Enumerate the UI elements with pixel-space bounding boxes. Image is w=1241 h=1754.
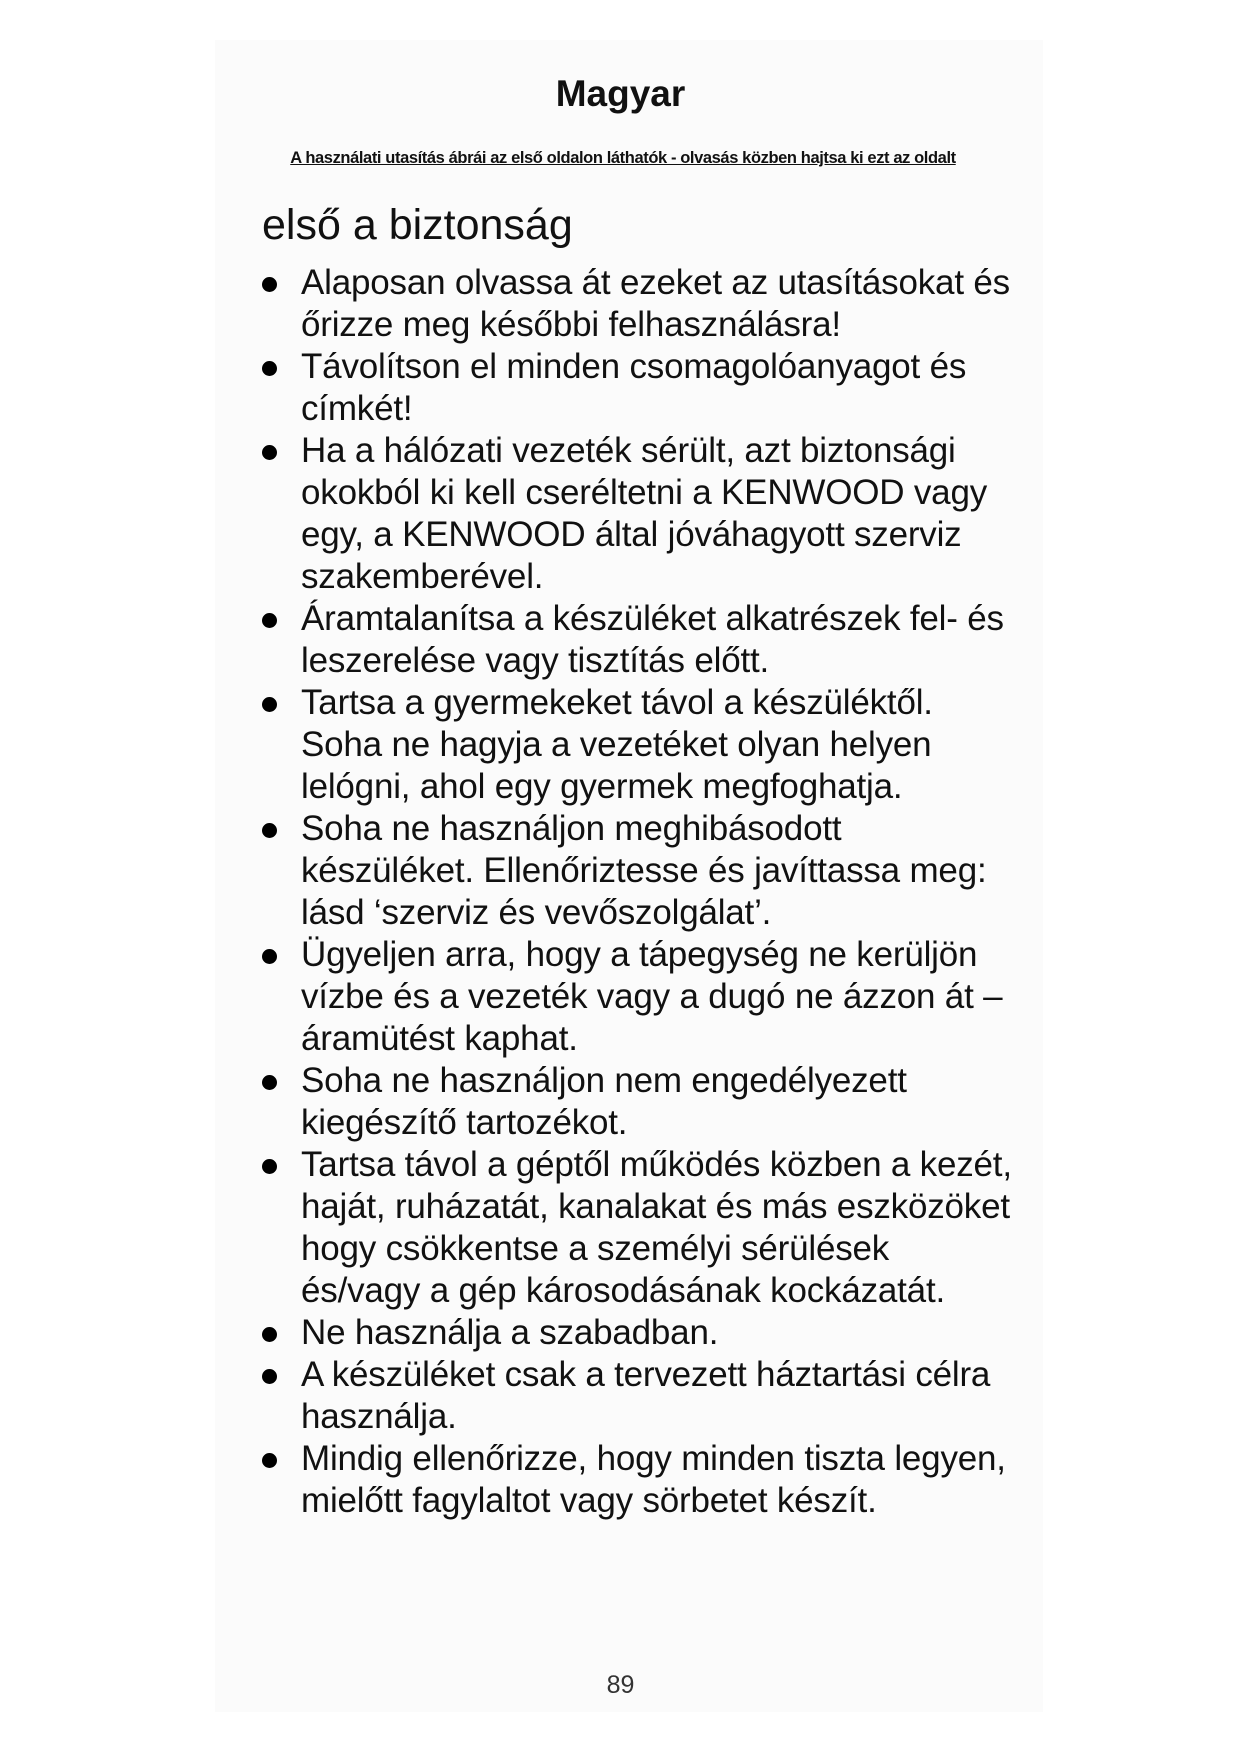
bullet-icon — [262, 697, 277, 712]
fold-out-note: A használati utasítás ábrái az első oldalon láthatók - olvasás közben hajtsa ki ezt az oldalt — [290, 149, 956, 167]
list-item — [262, 430, 1012, 598]
list-item — [262, 262, 1012, 346]
bullet-icon — [262, 1159, 277, 1174]
bullet-icon — [262, 277, 277, 292]
list-item-text: Ne használja a szabadban. — [301, 1313, 719, 1352]
list-item-text: Tartsa távol a géptől működés közben a kezét, haját, ruházatát, kanalakat és más eszközöket hogy csökkentse a személyi sérülések és/vagy a gép károsodásának kockázatát. — [301, 1145, 1012, 1310]
list-item-text: Soha ne használjon nem engedélyezett kiegészítő tartozékot. — [301, 1061, 907, 1142]
list-item — [262, 1144, 1012, 1312]
list-item — [262, 1312, 1012, 1354]
bullet-icon — [262, 823, 277, 838]
bullet-icon — [262, 1369, 277, 1384]
list-item-text: Ha a hálózati vezeték sérült, azt biztonsági okokból ki kell cseréltetni a KENWOOD vagy egy, a KENWOOD által jóváhagyott szerviz szakemberével. — [301, 431, 988, 596]
page-number: 89 — [606, 1671, 635, 1699]
bullet-icon — [262, 1453, 277, 1468]
list-item-text: A készüléket csak a tervezett háztartási célra használja. — [301, 1355, 991, 1436]
list-item-text: Távolítson el minden csomagolóanyagot és címkét! — [301, 347, 967, 428]
list-item-text: Soha ne használjon meghibásodott készüléket. Ellenőriztesse és javíttassa meg: lásd ‘szerviz és vevőszolgálat’. — [301, 809, 987, 932]
list-item-text: Mindig ellenőrizze, hogy minden tiszta legyen, mielőtt fagylaltot vagy sörbetet készít. — [301, 1439, 1006, 1520]
bullet-icon — [262, 1327, 277, 1342]
safety-list — [262, 262, 1012, 1522]
language-title: Magyar — [555, 73, 686, 114]
bullet-icon — [262, 613, 277, 628]
list-item-text: Tartsa a gyermekeket távol a készüléktől. Soha ne hagyja a vezetéket olyan helyen lelógni, ahol egy gyermek megfoghatja. — [301, 683, 933, 806]
bullet-icon — [262, 949, 277, 964]
section-title: első a biztonság — [262, 201, 573, 249]
list-item — [262, 682, 1012, 808]
bullet-icon — [262, 445, 277, 460]
list-item-text: Ügyeljen arra, hogy a tápegység ne kerüljön vízbe és a vezeték vagy a dugó ne ázzon át – áramütést kaphat. — [301, 935, 1003, 1058]
list-item — [262, 1438, 1012, 1522]
list-item — [262, 598, 1012, 682]
list-item — [262, 1060, 1012, 1144]
list-item — [262, 934, 1012, 1060]
list-item-text: Áramtalanítsa a készüléket alkatrészek fel- és leszerelése vagy tisztítás előtt. — [301, 599, 1004, 680]
bullet-icon — [262, 1075, 277, 1090]
list-item — [262, 346, 1012, 430]
list-item-text: Alaposan olvassa át ezeket az utasításokat és őrizze meg későbbi felhasználásra! — [301, 263, 1010, 344]
list-item — [262, 1354, 1012, 1438]
bullet-icon — [262, 361, 277, 376]
list-item — [262, 808, 1012, 934]
